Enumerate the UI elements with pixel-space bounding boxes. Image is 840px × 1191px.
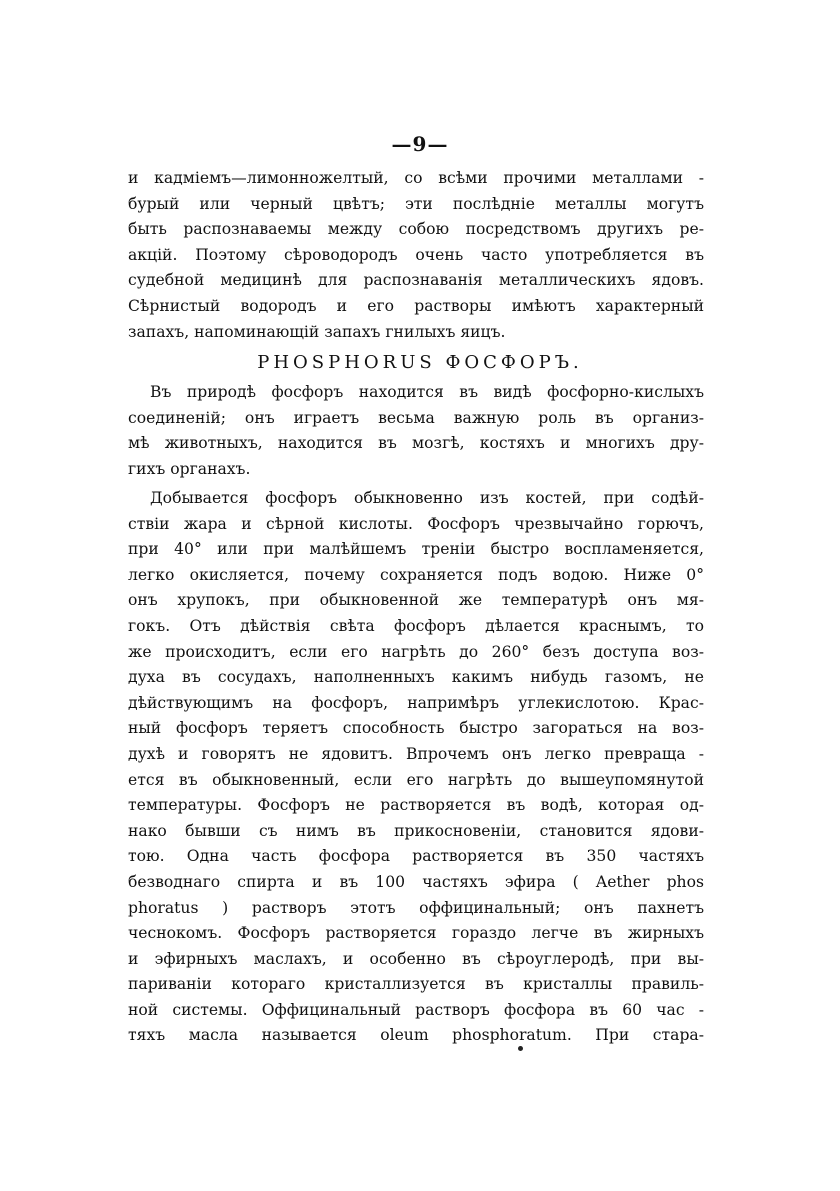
text-line: ствіи жара и сѣрной кислоты. Фосфоръ чрезвычайно горючъ, — [128, 514, 704, 533]
text-line: дѣйствующимъ на фосфоръ, напримѣръ углекислотою. Крас- — [128, 693, 704, 712]
text-line: судебной медицинѣ для распознаванія металлическихъ ядовъ. — [128, 271, 704, 290]
text-line: и эфирныхъ маслахъ, и особенно въ сѣроуглеродѣ, при вы- — [128, 949, 704, 968]
text-line: запахъ, напоминающій запахъ гнилыхъ яицъ. — [128, 322, 506, 341]
text-line: тою. Одна часть фосфора растворяется въ 350 частяхъ — [128, 847, 704, 866]
text-line: быть распознаваемы между собою посредствомъ другихъ ре- — [128, 220, 704, 239]
text-line: ется въ обыкновенный, если его нагрѣть до вышеупомянутой — [128, 770, 704, 789]
text-line: гихъ органахъ. — [128, 459, 251, 478]
text-line: Добывается фосфоръ обыкновенно изъ костей, при содѣй- — [150, 489, 704, 507]
text-line: духа въ сосудахъ, наполненныхъ какимъ нибудь газомъ, не — [128, 668, 704, 687]
text-line: легко окисляется, почему сохраняется подъ водою. Ниже 0° — [128, 565, 704, 584]
text-line: при 40° или при малѣйшемъ треніи быстро воспламеняется, — [128, 540, 704, 559]
printer-mark — [518, 1046, 523, 1051]
text-line: температуры. Фосфоръ не растворяется въ водѣ, которая од- — [128, 796, 704, 815]
text-line: ный фосфоръ теряетъ способность быстро загораться на воз- — [128, 719, 704, 738]
paragraph-production — [128, 486, 704, 1049]
text-line: духѣ и говорятъ не ядовитъ. Впрочемъ онъ легко превраща - — [128, 744, 704, 763]
text-line: же происходитъ, если его нагрѣть до 260° безъ доступа воз- — [128, 642, 704, 661]
text-line: безводнаго спирта и въ 100 частяхъ эфира ( Aether phos — [128, 872, 704, 891]
paragraph-sulfide — [128, 166, 704, 345]
paragraph-occurrence — [128, 380, 704, 482]
text-line: тяхъ масла называется oleum phosphoratum. При стара- — [128, 1026, 704, 1045]
text-line: онъ хрупокъ, при обыкновенной же температурѣ онъ мя- — [128, 591, 704, 610]
text-line: нако бывши съ нимъ въ прикосновеніи, становится ядови- — [128, 821, 704, 840]
text-line: бурый или черный цвѣтъ; эти послѣдніе металлы могутъ — [128, 194, 704, 213]
text-line: и кадміемъ—лимонножелтый, со всѣми прочими металлами - — [128, 169, 704, 187]
text-line: гокъ. Отъ дѣйствія свѣта фосфоръ дѣлается краснымъ, то — [128, 616, 704, 635]
text-line: соединеній; онъ играетъ весьма важную роль въ организ- — [128, 408, 704, 427]
text-line: акцій. Поэтому сѣроводородъ очень часто употребляется въ — [128, 245, 704, 264]
text-line: ной системы. Оффицинальный растворъ фосфора въ 60 час - — [128, 1000, 704, 1019]
text-line: phoratus ) растворъ этотъ оффицинальный; онъ пахнетъ — [128, 898, 704, 917]
page-number: —9— — [391, 132, 449, 156]
text-line: Сѣрнистый водородъ и его растворы имѣютъ характерный — [128, 296, 704, 315]
section-heading: PHOSPHORUS ФОСФОРЪ. — [257, 352, 583, 373]
text-line: мѣ животныхъ, находится въ мозгѣ, костяхъ и многихъ дру- — [128, 434, 704, 453]
text-line: Въ природѣ фосфоръ находится въ видѣ фосфорно-кислыхъ — [150, 383, 704, 401]
text-line: париваніи котораго кристаллизуется въ кристаллы правиль- — [128, 975, 704, 994]
text-line: чеснокомъ. Фосфоръ растворяется гораздо легче въ жирныхъ — [128, 924, 704, 943]
